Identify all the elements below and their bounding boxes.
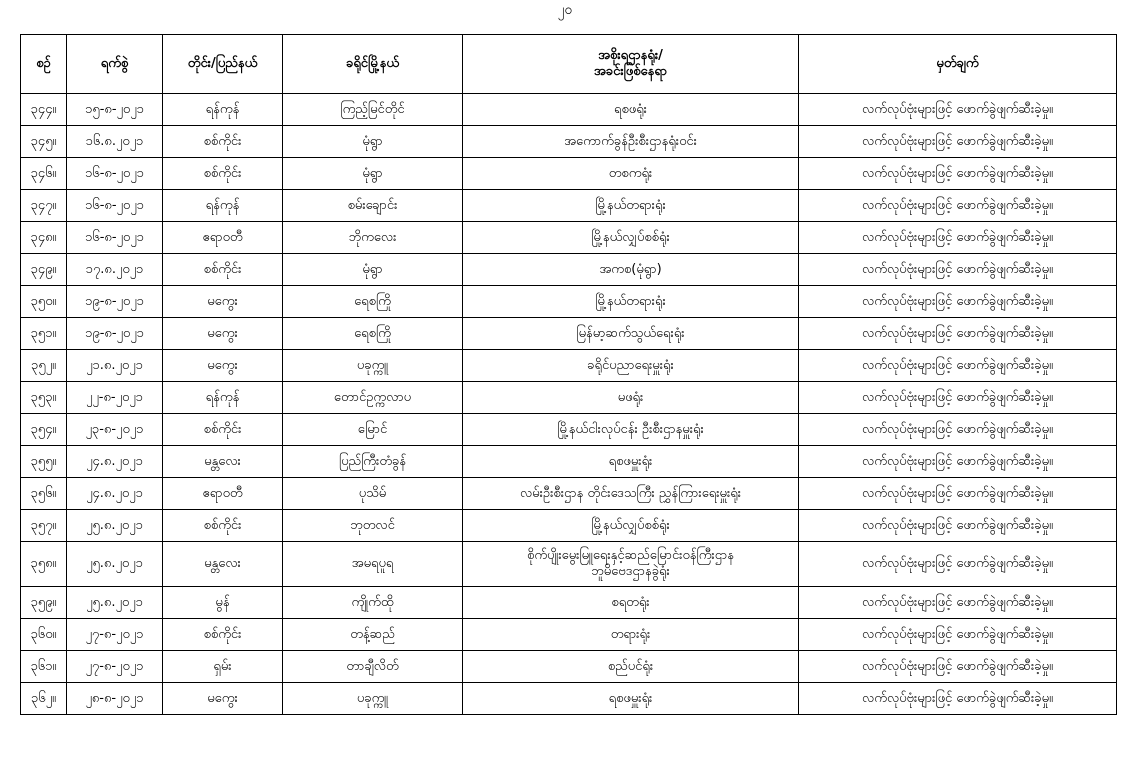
- row-office: မြို့နယ်လျှပ်စစ်ရုံး: [463, 222, 799, 254]
- row-date: ၁၉-၈-၂၀၂၁: [67, 318, 163, 350]
- row-township: တောင်ဥက္ကလာပ: [283, 382, 463, 414]
- row-date: ၁၇.၈.၂၀၂၁: [67, 254, 163, 286]
- row-office: မဖရုံး: [463, 382, 799, 414]
- row-remark: လက်လုပ်ဗုံးများဖြင့် ဖောက်ခွဲဖျက်ဆီးခဲ့မှု။: [799, 94, 1117, 126]
- row-region: မန္တလေး: [163, 542, 283, 587]
- row-township: ကျိုက်ထို: [283, 587, 463, 619]
- row-office: မြို့နယ်ငါးလုပ်ငန်း ဦးစီးဌာနမှူးရုံး: [463, 414, 799, 446]
- row-date: ၁၆-၈-၂၀၂၁: [67, 190, 163, 222]
- row-region: မကွေး: [163, 286, 283, 318]
- row-township: ဘိုကလေး: [283, 222, 463, 254]
- table-row: [21, 222, 1117, 254]
- row-no: ၃၄၅။: [21, 126, 67, 158]
- row-remark: လက်လုပ်ဗုံးများဖြင့် ဖောက်ခွဲဖျက်ဆီးခဲ့မှု။: [799, 651, 1117, 683]
- row-township: အမရပူရ: [283, 542, 463, 587]
- row-township: ရေစကြို: [283, 286, 463, 318]
- row-office: မြန်မာ့ဆက်သွယ်ရေးရုံး: [463, 318, 799, 350]
- row-township: မြောင်: [283, 414, 463, 446]
- row-date: ၂၄.၈.၂၀၂၁: [67, 446, 163, 478]
- header-office-line1: အစိုးရဌာနရုံး/: [598, 48, 663, 63]
- row-township: တာချီလိတ်: [283, 651, 463, 683]
- row-remark: လက်လုပ်ဗုံးများဖြင့် ဖောက်ခွဲဖျက်ဆီးခဲ့မှု။: [799, 683, 1117, 715]
- row-no: ၃၄၇။: [21, 190, 67, 222]
- row-region: မကွေး: [163, 350, 283, 382]
- row-region: စစ်ကိုင်း: [163, 414, 283, 446]
- row-remark: လက်လုပ်ဗုံးများဖြင့် ဖောက်ခွဲဖျက်ဆီးခဲ့မှု။: [799, 382, 1117, 414]
- row-date: ၂၅.၈.၂၀၂၁: [67, 587, 163, 619]
- table-row: [21, 478, 1117, 510]
- header-date: ရက်စွဲ: [67, 35, 163, 94]
- header-remark: မှတ်ချက်: [799, 35, 1117, 94]
- row-township: ပခုက္ကူ: [283, 683, 463, 715]
- row-remark: လက်လုပ်ဗုံးများဖြင့် ဖောက်ခွဲဖျက်ဆီးခဲ့မှု။: [799, 190, 1117, 222]
- row-remark: လက်လုပ်ဗုံးများဖြင့် ဖောက်ခွဲဖျက်ဆီးခဲ့မှု။: [799, 414, 1117, 446]
- row-date: ၁၆.၈.၂၀၂၁: [67, 126, 163, 158]
- row-township: တန့်ဆည်: [283, 619, 463, 651]
- row-date: ၂၃-၈-၂၀၂၁: [67, 414, 163, 446]
- row-region: စစ်ကိုင်း: [163, 126, 283, 158]
- row-remark: လက်လုပ်ဗုံးများဖြင့် ဖောက်ခွဲဖျက်ဆီးခဲ့မှု။: [799, 126, 1117, 158]
- row-office: [463, 542, 799, 587]
- row-region: ဧရာဝတီ: [163, 222, 283, 254]
- row-remark: လက်လုပ်ဗုံးများဖြင့် ဖောက်ခွဲဖျက်ဆီးခဲ့မှု။: [799, 542, 1117, 587]
- page-number: ၂၀: [557, 2, 573, 18]
- row-office: အကောက်ခွန်ဦးစီးဌာနရုံးဝင်း: [463, 126, 799, 158]
- row-no: ၃၅၃။: [21, 382, 67, 414]
- row-office: ရစဖရုံး: [463, 94, 799, 126]
- table-row: [21, 158, 1117, 190]
- row-no: ၃၆၀။: [21, 619, 67, 651]
- row-office: ခရိုင်ပညာရေးမှူးရုံး: [463, 350, 799, 382]
- header-row: [21, 35, 1117, 94]
- row-township: ရေစကြို: [283, 318, 463, 350]
- row-remark: လက်လုပ်ဗုံးများဖြင့် ဖောက်ခွဲဖျက်ဆီးခဲ့မှု။: [799, 350, 1117, 382]
- header-office: [463, 35, 799, 94]
- row-township: ကြည့်မြင်တိုင်: [283, 94, 463, 126]
- row-office-line2: ဘူမိဗေဒဌာနခွဲရုံး: [591, 564, 670, 579]
- incident-table: [20, 34, 1117, 715]
- row-office: မြို့နယ်လျှပ်စစ်ရုံး: [463, 510, 799, 542]
- row-office: မြို့နယ်တရားရုံး: [463, 190, 799, 222]
- row-township: မုံရွာ: [283, 254, 463, 286]
- row-date: ၂၇-၈-၂၀၂၁: [67, 619, 163, 651]
- row-remark: လက်လုပ်ဗုံးများဖြင့် ဖောက်ခွဲဖျက်ဆီးခဲ့မှု။: [799, 446, 1117, 478]
- row-township: ပြည်ကြီးတံခွန်: [283, 446, 463, 478]
- row-region: မကွေး: [163, 318, 283, 350]
- row-region: ရန်ကုန်: [163, 382, 283, 414]
- row-date: ၂၅.၈.၂၀၂၁: [67, 510, 163, 542]
- row-remark: လက်လုပ်ဗုံးများဖြင့် ဖောက်ခွဲဖျက်ဆီးခဲ့မှု။: [799, 286, 1117, 318]
- row-date: ၁၅-၈-၂၀၂၁: [67, 94, 163, 126]
- header-office-line2: အခင်းဖြစ်နေရာ: [593, 64, 668, 79]
- row-date: ၂၈-၈-၂၀၂၁: [67, 683, 163, 715]
- row-remark: လက်လုပ်ဗုံးများဖြင့် ဖောက်ခွဲဖျက်ဆီးခဲ့မှု။: [799, 587, 1117, 619]
- row-region: ရန်ကုန်: [163, 190, 283, 222]
- table-row: [21, 619, 1117, 651]
- row-remark: လက်လုပ်ဗုံးများဖြင့် ဖောက်ခွဲဖျက်ဆီးခဲ့မှု။: [799, 222, 1117, 254]
- row-no: ၃၅၅။: [21, 446, 67, 478]
- row-no: ၃၅၇။: [21, 510, 67, 542]
- table-row: [21, 94, 1117, 126]
- table-row: [21, 254, 1117, 286]
- row-office: ရစဖမှူးရုံး: [463, 446, 799, 478]
- row-date: ၁၆-၈-၂၀၂၁: [67, 222, 163, 254]
- row-no: ၃၄၈။: [21, 222, 67, 254]
- row-no: ၃၅၀။: [21, 286, 67, 318]
- row-office: ရစဖမှူးရုံး: [463, 683, 799, 715]
- row-region: ရှမ်း: [163, 651, 283, 683]
- row-region: ရန်ကုန်: [163, 94, 283, 126]
- row-remark: လက်လုပ်ဗုံးများဖြင့် ဖောက်ခွဲဖျက်ဆီးခဲ့မှု။: [799, 619, 1117, 651]
- row-region: စစ်ကိုင်း: [163, 254, 283, 286]
- table-row: [21, 414, 1117, 446]
- row-remark: လက်လုပ်ဗုံးများဖြင့် ဖောက်ခွဲဖျက်ဆီးခဲ့မှု။: [799, 510, 1117, 542]
- row-office-line1: စိုက်ပျိုးမွေးမြူရေးနှင့်ဆည်မြောင်းဝန်ကြီးဌာန: [527, 548, 734, 563]
- row-date: ၁၉-၈-၂၀၂၁: [67, 286, 163, 318]
- table-row: [21, 651, 1117, 683]
- table-row: [21, 446, 1117, 478]
- row-no: ၃၅၂။: [21, 350, 67, 382]
- row-township: မုံရွာ: [283, 126, 463, 158]
- row-date: ၂၁.၈.၂၀၂၁: [67, 350, 163, 382]
- row-region: ဧရာဝတီ: [163, 478, 283, 510]
- row-date: ၂၄.၈.၂၀၂၁: [67, 478, 163, 510]
- row-no: ၃၅၉။: [21, 587, 67, 619]
- row-no: ၃၄၆။: [21, 158, 67, 190]
- row-township: ပခုက္ကူ: [283, 350, 463, 382]
- row-township: စမ်းချောင်း: [283, 190, 463, 222]
- row-no: ၃၅၁။: [21, 318, 67, 350]
- row-remark: လက်လုပ်ဗုံးများဖြင့် ဖောက်ခွဲဖျက်ဆီးခဲ့မှု။: [799, 254, 1117, 286]
- row-no: ၃၄၉။: [21, 254, 67, 286]
- row-remark: လက်လုပ်ဗုံးများဖြင့် ဖောက်ခွဲဖျက်ဆီးခဲ့မှု။: [799, 158, 1117, 190]
- row-date: ၂၅.၈.၂၀၂၁: [67, 542, 163, 587]
- row-region: မန္တလေး: [163, 446, 283, 478]
- row-region: မွန်: [163, 587, 283, 619]
- row-remark: လက်လုပ်ဗုံးများဖြင့် ဖောက်ခွဲဖျက်ဆီးခဲ့မှု။: [799, 478, 1117, 510]
- row-region: မကွေး: [163, 683, 283, 715]
- row-remark: လက်လုပ်ဗုံးများဖြင့် ဖောက်ခွဲဖျက်ဆီးခဲ့မှု။: [799, 318, 1117, 350]
- row-date: ၂၂-၈-၂၀၂၁: [67, 382, 163, 414]
- header-region: တိုင်း/ပြည်နယ်: [163, 35, 283, 94]
- table-row: [21, 382, 1117, 414]
- row-no: ၃၅၈။: [21, 542, 67, 587]
- row-no: ၃၆၁။: [21, 651, 67, 683]
- row-office: အကစ(မုံရွာ): [463, 254, 799, 286]
- table-row: [21, 587, 1117, 619]
- row-region: စစ်ကိုင်း: [163, 619, 283, 651]
- row-no: ၃၅၄။: [21, 414, 67, 446]
- row-office: မြို့နယ်တရားရုံး: [463, 286, 799, 318]
- table-row: [21, 350, 1117, 382]
- row-office: စရတရုံး: [463, 587, 799, 619]
- row-office: တစကရုံး: [463, 158, 799, 190]
- row-no: ၃၆၂။: [21, 683, 67, 715]
- row-township: မုံရွာ: [283, 158, 463, 190]
- row-township: ဘုတလင်: [283, 510, 463, 542]
- row-date: ၁၆-၈-၂၀၂၁: [67, 158, 163, 190]
- table-row: [21, 318, 1117, 350]
- header-township: ခရိုင်မြို့နယ်: [283, 35, 463, 94]
- table-row: [21, 286, 1117, 318]
- row-office: တရားရုံး: [463, 619, 799, 651]
- table-row: [21, 542, 1117, 587]
- row-township: ပုသိမ်: [283, 478, 463, 510]
- table-row: [21, 510, 1117, 542]
- row-region: စစ်ကိုင်း: [163, 510, 283, 542]
- row-no: ၃၄၄။: [21, 94, 67, 126]
- row-no: ၃၅၆။: [21, 478, 67, 510]
- row-date: ၂၇-၈-၂၀၂၁: [67, 651, 163, 683]
- table-row: [21, 126, 1117, 158]
- header-no: စဉ်: [21, 35, 67, 94]
- row-office: စည်ပင်ရုံး: [463, 651, 799, 683]
- row-region: စစ်ကိုင်း: [163, 158, 283, 190]
- table-row: [21, 683, 1117, 715]
- row-office: လမ်းဦးစီးဌာန တိုင်းဒေသကြီး ညွှန်ကြားရေးမှူးရုံး: [463, 478, 799, 510]
- table-row: [21, 190, 1117, 222]
